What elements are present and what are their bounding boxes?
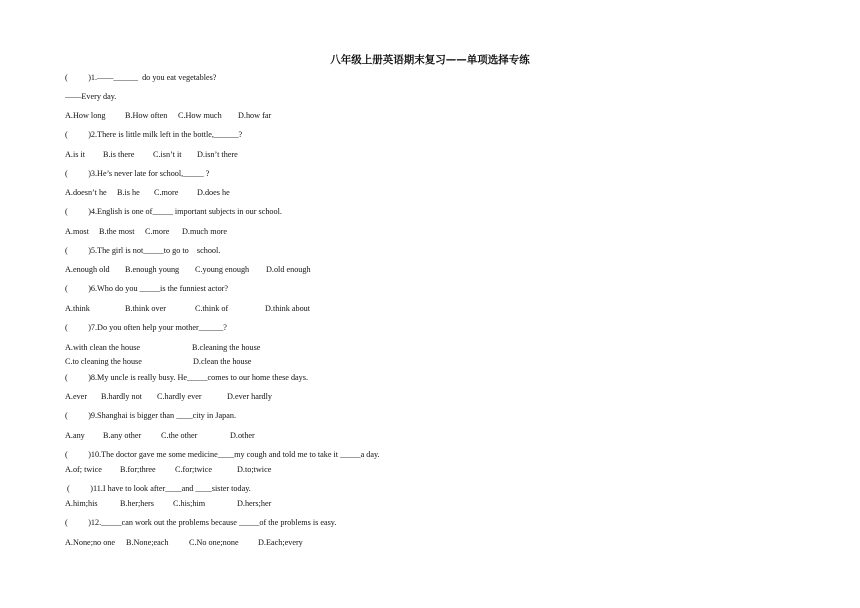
question-4: ( )4.English is one of_____ important subjects in our school. bbox=[65, 207, 282, 216]
question-2: ( )2.There is little milk left in the bottle,______? bbox=[65, 130, 243, 139]
option-d: D.how far bbox=[238, 111, 272, 120]
option-b: B.hardly not bbox=[101, 392, 142, 401]
option-c: C.isn’t it bbox=[153, 150, 182, 159]
option-c: C.his;him bbox=[173, 499, 206, 508]
option-c: C.to cleaning the house bbox=[65, 357, 142, 366]
option-a: A.with clean the house bbox=[65, 343, 141, 352]
option-c: C.How much bbox=[178, 111, 222, 120]
option-c: C.for;twice bbox=[175, 465, 213, 474]
option-d: D.to;twice bbox=[237, 465, 272, 474]
option-b: B.the most bbox=[99, 227, 135, 236]
option-a: A.ever bbox=[65, 392, 88, 401]
option-d: D.does he bbox=[197, 188, 230, 197]
option-b: B.enough young bbox=[125, 265, 180, 274]
option-d: D.much more bbox=[182, 227, 228, 236]
option-d: D.clean the house bbox=[193, 357, 252, 366]
option-a: A.think bbox=[65, 304, 90, 313]
option-d: D.think about bbox=[265, 304, 311, 313]
option-c: C.hardly ever bbox=[157, 392, 202, 401]
option-c: C.the other bbox=[161, 431, 198, 440]
question-7: ( )7.Do you often help your mother______? bbox=[65, 323, 227, 332]
option-b: B.How often bbox=[125, 111, 168, 120]
option-c: C.think of bbox=[195, 304, 229, 313]
option-c: C.more bbox=[145, 227, 170, 236]
question-6: ( )6.Who do you _____is the funniest actor? bbox=[65, 284, 229, 293]
option-b: B.any other bbox=[103, 431, 142, 440]
option-b: B.is there bbox=[103, 150, 135, 159]
option-b: B.is he bbox=[117, 188, 140, 197]
option-d: D.Each;every bbox=[258, 538, 303, 547]
question-9: ( )9.Shanghai is bigger than ____city in Japan. bbox=[65, 411, 236, 420]
option-d: D.old enough bbox=[266, 265, 311, 274]
option-a: A.any bbox=[65, 431, 85, 440]
question-1: ( )1.——______ do you eat vegetables? bbox=[65, 73, 217, 82]
option-a: A.How long bbox=[65, 111, 106, 120]
question-5: ( )5.The girl is not_____to go to school. bbox=[65, 246, 221, 255]
option-a: A.is it bbox=[65, 150, 86, 159]
question-1-answer: ——Every day. bbox=[65, 92, 117, 101]
option-c: C.more bbox=[154, 188, 179, 197]
page-title: 八年级上册英语期末复习——单项选择专练 bbox=[330, 54, 530, 66]
question-10: ( )10.The doctor gave me some medicine____my cough and told me to take it _____a day. bbox=[65, 450, 380, 459]
option-c: C.No one;none bbox=[189, 538, 239, 547]
option-a: A.enough old bbox=[65, 265, 110, 274]
option-b: B.think over bbox=[125, 304, 166, 313]
option-d: D.ever hardly bbox=[227, 392, 273, 401]
option-a: A.him;his bbox=[65, 499, 98, 508]
option-b: B.her;hers bbox=[120, 499, 154, 508]
option-a: A.None;no one bbox=[65, 538, 116, 547]
option-a: A.doesn’t he bbox=[65, 188, 107, 197]
question-8: ( )8.My uncle is really busy. He_____comes to our home these days. bbox=[65, 373, 308, 382]
option-d: D.isn’t there bbox=[197, 150, 238, 159]
option-b: B.None;each bbox=[126, 538, 169, 547]
option-b: B.cleaning the house bbox=[192, 343, 261, 352]
option-c: C.young enough bbox=[195, 265, 250, 274]
option-b: B.for;three bbox=[120, 465, 156, 474]
option-a: A.most bbox=[65, 227, 89, 236]
option-d: D.other bbox=[230, 431, 255, 440]
question-3: ( )3.He’s never late for school,_____ ? bbox=[65, 169, 210, 178]
question-12: ( )12._____can work out the problems because _____of the problems is easy. bbox=[65, 518, 337, 527]
option-a: A.of; twice bbox=[65, 465, 102, 474]
question-11: ( )11.I have to look after____and ____sister today. bbox=[65, 484, 251, 493]
option-d: D.hers;her bbox=[237, 499, 272, 508]
